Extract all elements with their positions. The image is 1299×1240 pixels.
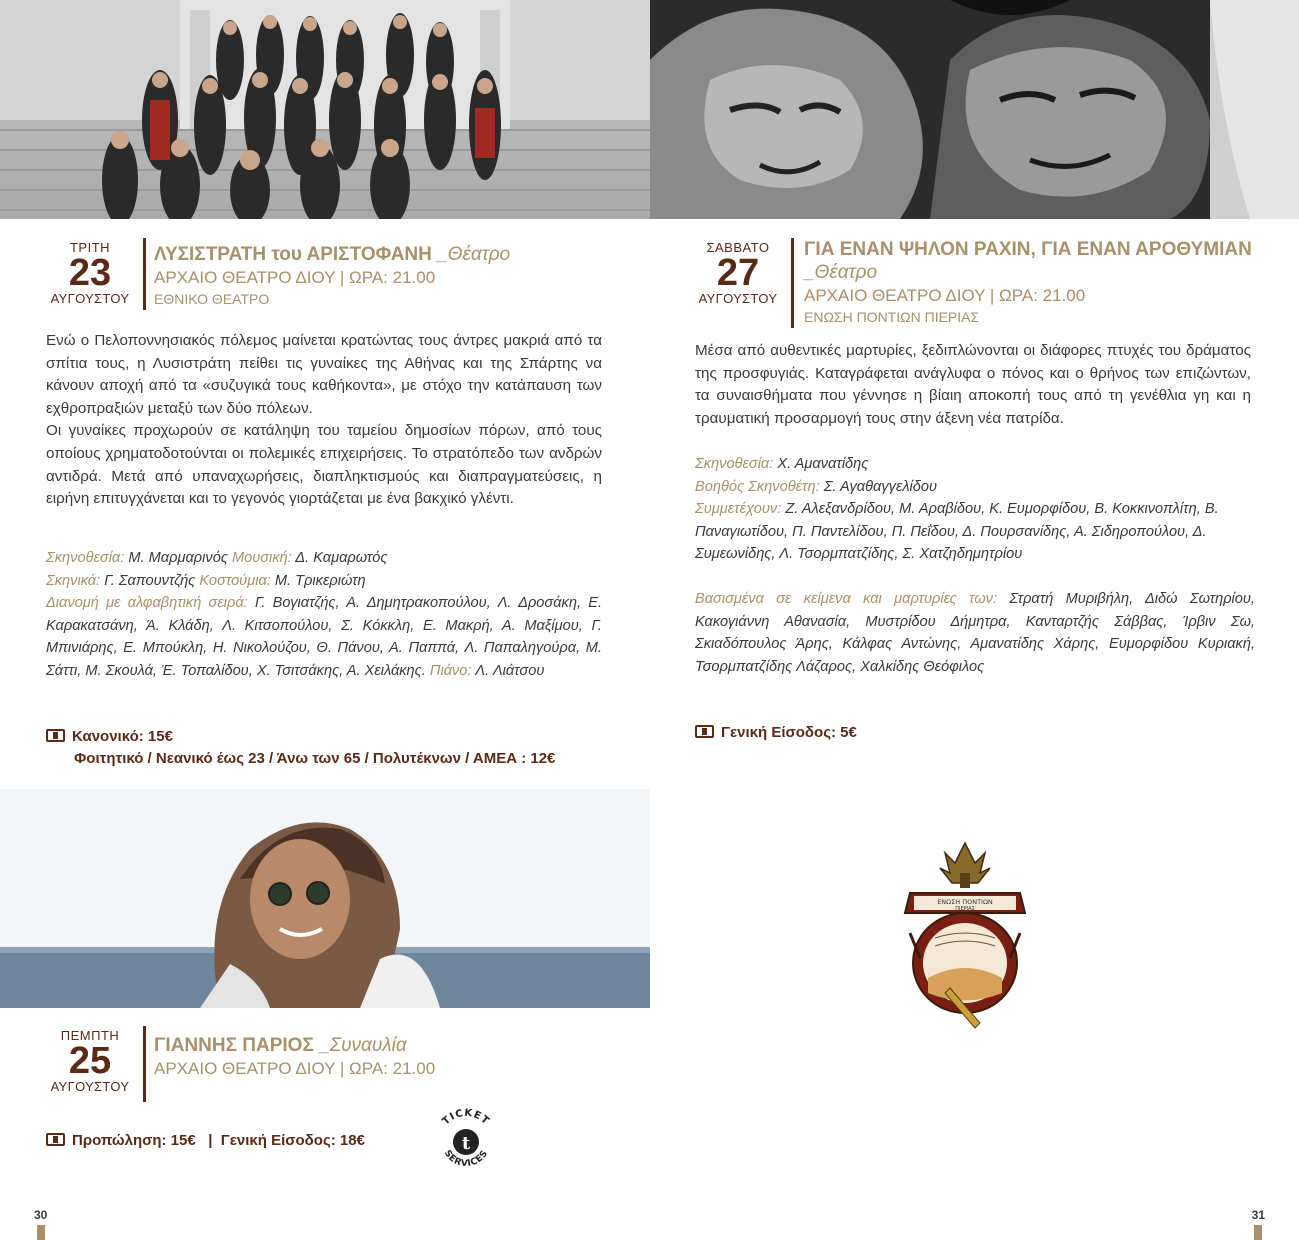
date-block-parios	[40, 1028, 140, 1094]
ticket-price-lysistrata: Κανονικό: 15€ Φοιτητικό / Νεανικό έως 23 / Άνω των 65 / Πολυτέκνων / ΑΜΕΑ : 12€	[46, 726, 555, 770]
event-venue: ΑΡΧΑΙΟ ΘΕΑΤΡΟ ΔΙΟΥ | ΩΡΑ: 21.00	[154, 1059, 436, 1078]
event-organizer: ΕΘΝΙΚΟ ΘΕΑΤΡΟ	[154, 291, 270, 307]
lysistrata-cast-photo	[0, 0, 650, 219]
giannis-parios-photo	[0, 789, 650, 1008]
event-title: ΛΥΣΙΣΤΡΑΤΗ του ΑΡΙΣΤΟΦΑΝΗ _Θέατρο	[154, 244, 511, 265]
month: ΑΥΓΟΥΣΤΟΥ	[50, 291, 130, 306]
page-marker-left	[37, 1225, 45, 1240]
svg-text:TICKET: TICKET	[440, 1108, 492, 1128]
event-header-lysistrata	[154, 243, 634, 309]
event-title: ΓΙΑΝΝΗΣ ΠΑΡΙΟΣ _Συναυλία	[154, 1035, 407, 1056]
page-number-right: 31	[1251, 1208, 1265, 1222]
day-number: 25	[68, 1040, 112, 1082]
description-paragraph: Οι γυναίκες προχωρούν σε κατάληψη του ταμείου δημοσίων πόρων, από τους οποίους χρηματοδοτούνται οι πολεμικές επιχειρήσεις. Το στρατόπεδο των ανδρών αντιδρά. Μετά από υπαναχωρήσεις, διαπληκτισμούς και διαπραγματεύσεις, η ειρήνη επιτυγχάνεται και το γεγονός γιορτάζεται με ένα βακχικό γλέντι.	[46, 422, 602, 508]
event-organizer: ΕΝΩΣΗ ΠΟΝΤΙΩΝ ΠΙΕΡΙΑΣ	[804, 309, 980, 325]
day-number: 27	[716, 252, 760, 294]
svg-text:SERVICES: SERVICES	[441, 1148, 491, 1168]
logo-subtitle: ΠΙΕΡΙΑΣ	[955, 906, 975, 912]
description-paragraph: Μέσα από αυθεντικές μαρτυρίες, ξεδιπλώνονται οι διάφορες πτυχές του δράματος της προσφυγιάς. Καταγράφεται ανάγλυφα ο πόνος και ο θρήνος των επιζώντων, τα συναισθήματα που γέννησε η βίαιη αποκοπή τους από τη γενέθλια γη και η τραυματική προσαρμογή τους στην άξενη νέα πατρίδα.	[695, 342, 1251, 427]
event-genre: _Θέατρο	[437, 244, 511, 265]
event-description-lysistrata	[46, 330, 602, 511]
event-credits-rachin: Σκηνοθεσία: Χ. Αμανατίδης Βοηθός Σκηνοθέτη: Σ. Αγαθαγγελίδου Συμμετέχουν: Ζ. Αλεξανδρίδου, Μ. Αραβίδου, Κ. Ευμορφίδου, Β. Κοκκινοπλίτη, Β. Παναγιωτίδου, Π. Παντελίδου, Π. Πεΐδου, Δ. Πουρσανίδης, Α. Σιδηροπούλου, Δ. Συμεωνίδης, Λ. Τσορμπατζίδης, Σ. Χατζηδημητρίου Βασισμένα σε κείμενα και μαρτυρίες των: Στρατή Μυριβήλη, Διδώ Σωτηρίου, Κακογιάννη Αθανασία, Μυστρίδου Δήμητρα, Κανταρτζής Σάββας, Ίρβιν Σω, Σκιαδόπουλος Άρης, Κάλφας Αντώνης, Αμανατίδης Χάρης, Ευμορφίδου Κυριακή, Τσορμπατζίδης Λάζαρος, Χαλκίδης Θεόφιλος	[695, 456, 1255, 675]
event-genre: _Θέατρο	[804, 262, 878, 283]
event-header-rachin	[804, 238, 1274, 327]
event-genre: _Συναυλία	[319, 1035, 407, 1056]
weekday: ΣΑΒΒΑΤΟ	[706, 240, 770, 255]
event-credits-lysistrata: Σκηνοθεσία: Μ. Μαρμαρινός Μουσική: Δ. Καμαρωτός Σκηνικά: Γ. Σαπουντζής Κοστούμια: Μ. Τρικεριώτη Διανομή με αλφαβητική σειρά: Γ. Βογιατζής, Α. Δημητρακοπούλου, Λ. Δροσάκη, Ε. Καρακατσάνη, Ά. Κλάδη, Λ. Κιτσοπούλου, Σ. Κόκκλη, Ε. Μακρή, Α. Μαξίμου, Γ. Μπινιάρης, Ε. Μπούκλη, Η. Νικολούζου, Θ. Πάνου, Α. Παππά, Λ. Παπαληγούρα, Μ. Σάττι, Μ. Σκουλά, Έ. Τοπαλίδου, Χ. Τσιτσάκης, Α. Χειλάκης. Πιάνο: Λ. Λιάτσου	[46, 550, 602, 679]
event-venue: ΑΡΧΑΙΟ ΘΕΑΤΡΟ ΔΙΟΥ | ΩΡΑ: 21.00	[804, 286, 1086, 305]
day-number: 23	[68, 252, 112, 294]
ticket-icon	[695, 725, 714, 738]
refugees-mural-photo	[650, 0, 1299, 219]
ticket-services-logo	[432, 1108, 500, 1168]
divider	[143, 1026, 146, 1102]
divider	[791, 238, 794, 328]
pontic-union-logo	[900, 838, 1030, 1033]
event-description-rachin	[695, 340, 1251, 430]
month: ΑΥΓΟΥΣΤΟΥ	[50, 1079, 130, 1094]
page-marker-right	[1254, 1225, 1262, 1240]
svg-text:t: t	[461, 1133, 471, 1154]
ticket-icon	[46, 1133, 65, 1146]
date-block-lysistrata	[40, 240, 140, 306]
month: ΑΥΓΟΥΣΤΟΥ	[698, 291, 778, 306]
weekday: ΤΡΙΤΗ	[69, 240, 111, 255]
event-venue: ΑΡΧΑΙΟ ΘΕΑΤΡΟ ΔΙΟΥ | ΩΡΑ: 21.00	[154, 268, 436, 287]
page-number-left: 30	[34, 1208, 48, 1222]
date-block-rachin	[688, 240, 788, 306]
divider	[143, 238, 146, 310]
event-header-parios	[154, 1034, 634, 1080]
ticket-price-parios: Προπώληση: 15€ | Γενική Είσοδος: 18€	[46, 1130, 365, 1152]
event-title: ΓΙΑ ΕΝΑΝ ΨΗΛΟΝ ΡΑΧΙΝ, ΓΙΑ ΕΝΑΝ ΑΡΟΘΥΜΙΑΝ	[804, 239, 1252, 260]
ticket-icon	[46, 729, 65, 742]
ticket-price-rachin: Γενική Είσοδος: 5€	[695, 722, 857, 744]
logo-title: ΕΝΩΣΗ ΠΟΝΤΙΩΝ	[937, 898, 993, 906]
description-paragraph: Ενώ ο Πελοποννησιακός πόλεμος μαίνεται κρατώντας τους άντρες μακριά από τα σπίτια τους, η Λυσιστράτη πείθει τις γυναίκες της Αθήνας και της Σπάρτης να κάνουν αποχή από τα «συζυγικά τους καθήκοντα», με στόχο την κατάπαυση των εχθροπραξιών μεταξύ των δύο πόλεων.	[46, 332, 602, 417]
weekday: ΠΕΜΠΤΗ	[60, 1028, 120, 1043]
